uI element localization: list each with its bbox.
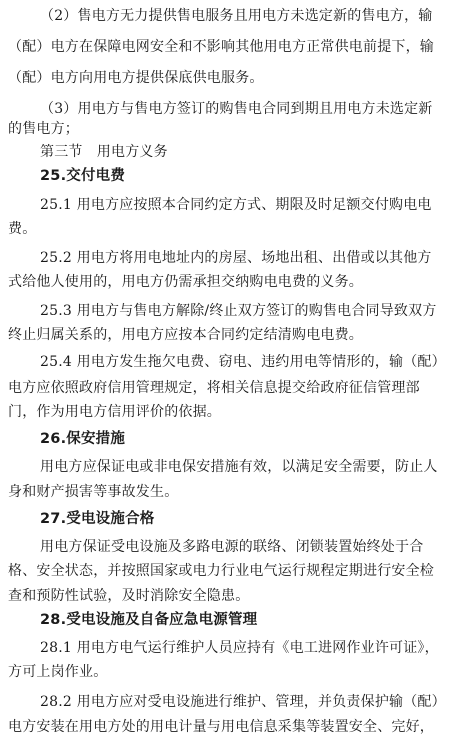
paragraph-text: （配）电方向用电方提供保底供电服务。 <box>8 70 264 86</box>
text-line <box>0 350 468 374</box>
article-heading <box>0 164 468 188</box>
text-line <box>0 323 468 347</box>
paragraph-text: 25.1 用电方应按照本合同约定方式、期限及时足额交付购电电 <box>40 197 432 213</box>
text-line <box>0 117 468 141</box>
text-line <box>0 299 468 323</box>
text-line <box>0 455 468 479</box>
article-heading <box>0 427 468 451</box>
paragraph-text: 身和财产损害等事故发生。 <box>8 484 179 500</box>
paragraph-text: （3）用电方与售电方签订的购售电合同到期且用电方未选定新 <box>40 101 433 117</box>
text-line <box>0 690 468 714</box>
text-line <box>0 35 468 59</box>
paragraph-text: 格、安全状态，并按照国家或电力行业电气运行规程定期进行安全检 <box>8 563 434 579</box>
paragraph-text: 28.2 用电方应对受电设施进行维护、管理，并负责保护输（配） <box>40 694 446 710</box>
text-line <box>0 584 468 608</box>
text-line <box>0 270 468 294</box>
article-heading-text: 25.交付电费 <box>40 168 126 184</box>
paragraph-text: 25.4 用电方发生拖欠电费、窃电、违约用电等情形的，输（配） <box>40 354 446 370</box>
text-line <box>0 535 468 559</box>
article-heading-text: 26.保安措施 <box>40 431 126 447</box>
text-line <box>0 246 468 270</box>
paragraph-text: 方可上岗作业。 <box>8 664 108 680</box>
paragraph-text: 的售电方； <box>8 121 79 137</box>
section-title <box>0 140 468 164</box>
section-title-text: 第三节 用电方义务 <box>40 144 168 160</box>
paragraph-text: 25.3 用电方与售电方解除/终止双方签订的购售电合同导致双方 <box>40 303 437 319</box>
paragraph-text: 门，作为用电方信用评价的依据。 <box>8 404 221 420</box>
paragraph-text: 电方安装在用电方处的用电计量与用电信息采集等装置安全、完好， <box>8 719 434 735</box>
paragraph-text: 25.2 用电方将用电地址内的房屋、场地出租、出借或以其他方 <box>40 250 432 266</box>
paragraph-text: 用电方应保证电或非电保安措施有效，以满足安全需要，防止人 <box>40 459 438 475</box>
article-heading <box>0 608 468 632</box>
text-line <box>0 400 468 424</box>
text-line <box>0 480 468 504</box>
text-line <box>0 4 468 28</box>
paragraph-text: 查和预防性试验，及时消除安全隐患。 <box>8 588 250 604</box>
text-line <box>0 660 468 684</box>
text-line <box>0 559 468 583</box>
text-line <box>0 66 468 90</box>
text-line <box>0 376 468 400</box>
paragraph-text: （2）售电方无力提供售电服务且用电方未选定新的售电方，输 <box>40 8 433 24</box>
paragraph-text: 费。 <box>8 221 37 237</box>
text-line <box>0 715 468 738</box>
paragraph-text: 28.1 用电方电气运行维护人员应持有《电工进网作业许可证》， <box>40 640 439 656</box>
article-heading <box>0 507 468 531</box>
paragraph-text: 式给他人使用的，用电方仍需承担交纳购电电费的义务。 <box>8 274 363 290</box>
paragraph-text: 电方应依照政府信用管理规定，将相关信息提交给政府征信管理部 <box>8 380 420 396</box>
article-heading-text: 28.受电设施及自备应急电源管理 <box>40 612 258 628</box>
paragraph-text: （配）电方在保障电网安全和不影响其他用电方正常供电前提下，输 <box>8 39 434 55</box>
text-line <box>0 217 468 241</box>
paragraph-text: 用电方保证受电设施及多路电源的联络、闭锁装置始终处于合 <box>40 539 424 555</box>
text-line <box>0 636 468 660</box>
article-heading-text: 27.受电设施合格 <box>40 511 155 527</box>
text-line <box>0 193 468 217</box>
paragraph-text: 终止归属关系的，用电方应按本合同约定结清购电电费。 <box>8 327 363 343</box>
